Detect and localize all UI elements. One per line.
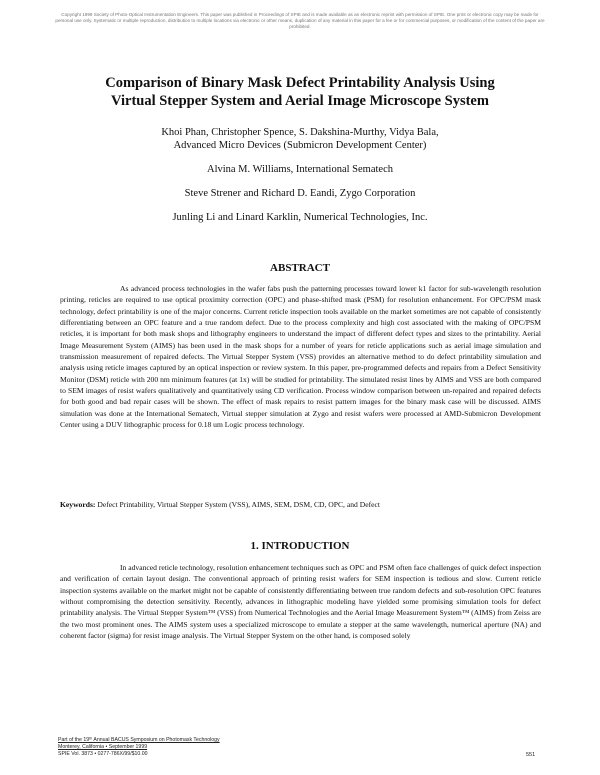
keywords-line <box>60 499 541 510</box>
footer-volume: SPIE Vol. 3873 • 0277-786X/99/$10.00 <box>58 751 148 757</box>
author-group-amd-affiliation: Advanced Micro Devices (Submicron Development Center) <box>173 140 427 151</box>
paper-title <box>60 74 540 110</box>
paper-title-line-1: Comparison of Binary Mask Defect Printability Analysis Using <box>105 75 495 91</box>
abstract-heading: ABSTRACT <box>270 262 330 274</box>
author-group-zygo: Steve Strener and Richard D. Eandi, Zygo Corporation <box>184 188 416 199</box>
keywords-text: Defect Printability, Virtual Stepper System (VSS), AIMS, SEM, DSM, CD, OPC, and Defect <box>97 500 380 509</box>
copyright-notice: Copyright 1999 Society of Photo-Optical Instrumentation Engineers. This paper was published in Proceedings of SPIE and is made available as an electronic reprint with permission of SPIE. One print or electronic copy may be made for personal use only. Systematic or multiple reproduction, distribution to multiple locations via electronic or other means, duplication of any material in this paper for a fee or for commercial purposes, or modification of the content of the paper are prohibited. <box>55 12 545 30</box>
paper-title-line-2: Virtual Stepper System and Aerial Image Microscope System <box>111 93 489 109</box>
introduction-body: In advanced reticle technology, resolution enhancement techniques such as OPC and PSM often face challenges of quick defect inspection and verification of certain layout design. The conventional approach of printing resist wafers for SEM inspection is tedious and slow. Current reticle inspection systems available on the market might not be capable of consistently differentiating between true random defects and sub-resolution OPC features without compromising the detection sensitivity. Recently, advances in lithographic modeling have yielded some promising simulation tools for defect printability analysis. The Virtual Stepper System™ (VSS) from Numerical Technologies and the Aerial Image Measurement System™ (AIMS) from Zeiss are the two most prominent ones. The AIMS system uses a specialized microscope to emulate a stepper at the same wavelength, numerical aperture (NA) and coherent factor (sigma) for resist image analysis. The Virtual Stepper System on the other hand, is composed solely <box>60 563 541 641</box>
footer-location: Monterey, California • September 1999 <box>58 744 148 750</box>
author-group-amd-names: Khoi Phan, Christopher Spence, S. Dakshina-Murthy, Vidya Bala, <box>161 127 439 138</box>
author-block <box>90 126 510 224</box>
page-number: 551 <box>526 752 536 758</box>
footer-proceedings: Part of the 19ᵗʰ Annual BACUS Symposium on Photomask Technology <box>58 737 220 743</box>
introduction-heading: 1. INTRODUCTION <box>250 540 350 552</box>
footer-citation <box>58 737 318 758</box>
keywords-label: Keywords: <box>60 500 96 509</box>
author-group-sematech: Alvina M. Williams, International Sematech <box>206 164 393 175</box>
abstract-body: As advanced process technologies in the wafer fabs push the patterning processes toward lower k1 factor for sub-wavelength resolution printing, reticles are required to use optical proximity correction (OPC) and phase-shifted mask (PSM) for resolution enhancement. For OPC/PSM mask technology, defect printability is one of the major concerns. Current reticle inspection tools available on the market sometimes are not capable of consistently differentiating between an OPC feature and a true random defect. Due to the process complexity and high cost associated with the making of OPC/PSM reticles, it is important for both mask shops and lithography engineers to understand the impact of different defect types and sizes to the printability. Aerial Image Measurement System (AIMS) has been used in the mask shops for a number of years for reticle applications such as aerial image simulation and transmission measurement of repaired defects. The Virtual Stepper System (VSS) provides an alternative method to do defect printability simulation and analysis using reticle images captured by an optical inspection or review system. In this paper, pre-programmed defects and repairs from a Defect Sensitivity Monitor (DSM) reticle with 200 nm minimum features (at 1x) will be studied for printability. The simulated resist lines by AIMS and VSS are both compared to SEM images of resist wafers qualitatively and quantitatively using CD verification. Process window comparison between un-repaired and repaired defects for both good and bad repair cases will be shown. The effect of mask repairs to resist pattern images for the binary mask case will be discussed. AIMS simulation was done at the International Sematech, Virtual stepper simulation at Zygo and resist wafers were processed at AMD-Submicron Development Center using a DUV lithographic process for 0.18 um Logic process technology. <box>60 284 541 430</box>
author-group-numerical: Junling Li and Linard Karklin, Numerical Technologies, Inc. <box>172 212 428 223</box>
